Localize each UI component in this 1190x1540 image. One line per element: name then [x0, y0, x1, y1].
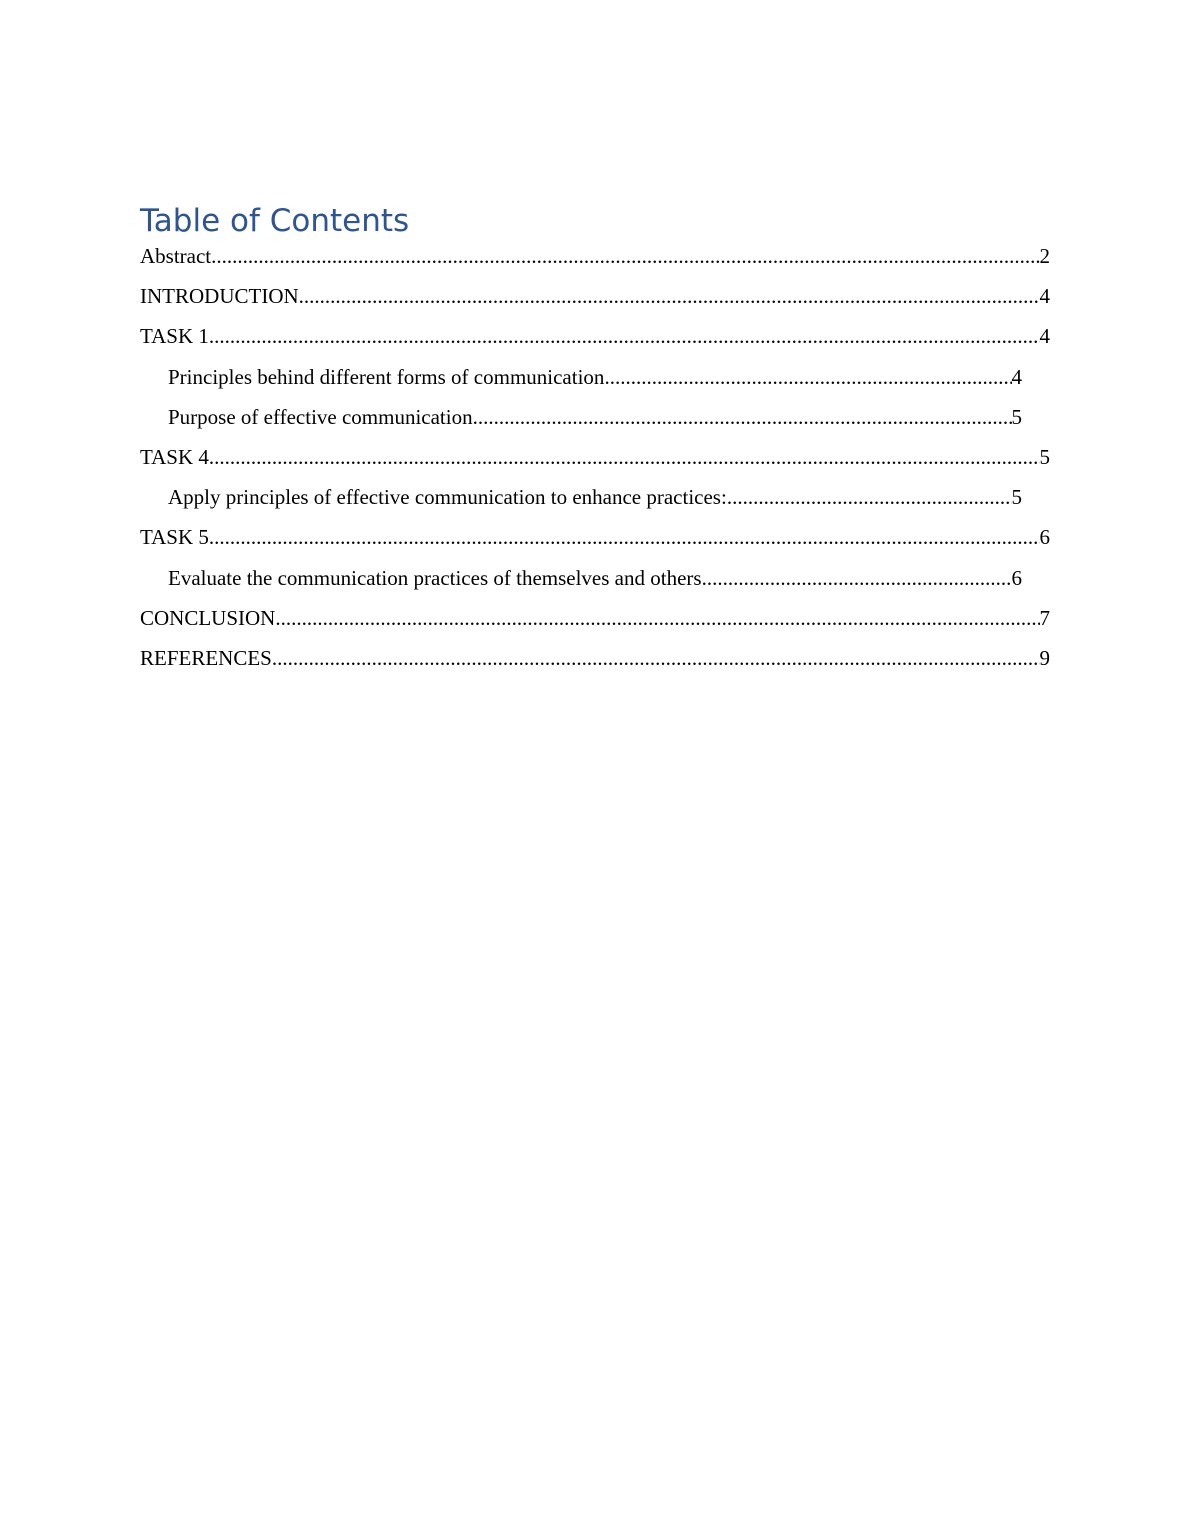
toc-page-number: 2: [1039, 244, 1050, 268]
toc-title: Table of Contents: [140, 203, 410, 239]
toc-dot-leader: [275, 603, 1039, 633]
toc-dot-leader: [211, 241, 1039, 271]
toc-entry-task-5[interactable]: [140, 522, 1050, 562]
toc-entry-references[interactable]: [140, 643, 1050, 683]
toc-entry-purpose[interactable]: [140, 402, 1050, 442]
toc-entry-text: REFERENCES: [140, 645, 272, 670]
toc-entry-text: TASK 4: [140, 444, 209, 469]
toc-entry-text: INTRODUCTION: [140, 284, 299, 309]
toc-entry-text: CONCLUSION: [140, 605, 276, 630]
toc-dot-leader: [473, 402, 1012, 432]
toc-entry-introduction[interactable]: [140, 281, 1050, 321]
toc-entry-principles[interactable]: [140, 362, 1050, 402]
toc-page-number: 9: [1039, 645, 1050, 670]
toc-entry-abstract[interactable]: [140, 241, 1050, 281]
toc-entry-text: Apply principles of effective communication to enhance practices:: [168, 485, 727, 510]
toc-entry-task-1[interactable]: [140, 321, 1050, 361]
toc-entry-text: Principles behind different forms of communication: [168, 364, 605, 389]
toc-dot-leader: [209, 442, 1040, 472]
toc-dot-leader: [209, 522, 1040, 552]
toc-page-number: 7: [1039, 605, 1050, 630]
toc-entry-task-4[interactable]: [140, 442, 1050, 482]
toc-page-number: 4: [1039, 284, 1050, 309]
toc-list: [140, 241, 1050, 683]
toc-page-number: 4: [1011, 364, 1022, 389]
toc-dot-leader: [272, 643, 1040, 673]
toc-entry-text: Purpose of effective communication: [168, 404, 473, 429]
toc-page-number: 5: [1011, 404, 1022, 429]
toc-page-number: 5: [1039, 444, 1050, 469]
toc-page-number: 5: [1011, 485, 1022, 510]
toc-entry-text: TASK 5: [140, 525, 209, 550]
toc-page-number: 6: [1011, 565, 1022, 590]
toc-dot-leader: [209, 321, 1040, 351]
toc-entry-text: Abstract: [140, 244, 212, 268]
toc-page-number: 4: [1039, 324, 1050, 349]
toc-dot-leader: [702, 563, 1012, 593]
toc-dot-leader: [604, 362, 1011, 392]
toc-entry-evaluate[interactable]: [140, 563, 1050, 603]
toc-dot-leader: [727, 482, 1012, 512]
toc-entry-conclusion[interactable]: [140, 603, 1050, 643]
toc-dot-leader: [299, 281, 1040, 311]
toc-entry-text: TASK 1: [140, 324, 209, 349]
toc-page-number: 6: [1039, 525, 1050, 550]
toc-entry-apply-principles[interactable]: [140, 482, 1050, 522]
toc-entry-text: Evaluate the communication practices of themselves and others: [168, 565, 702, 590]
